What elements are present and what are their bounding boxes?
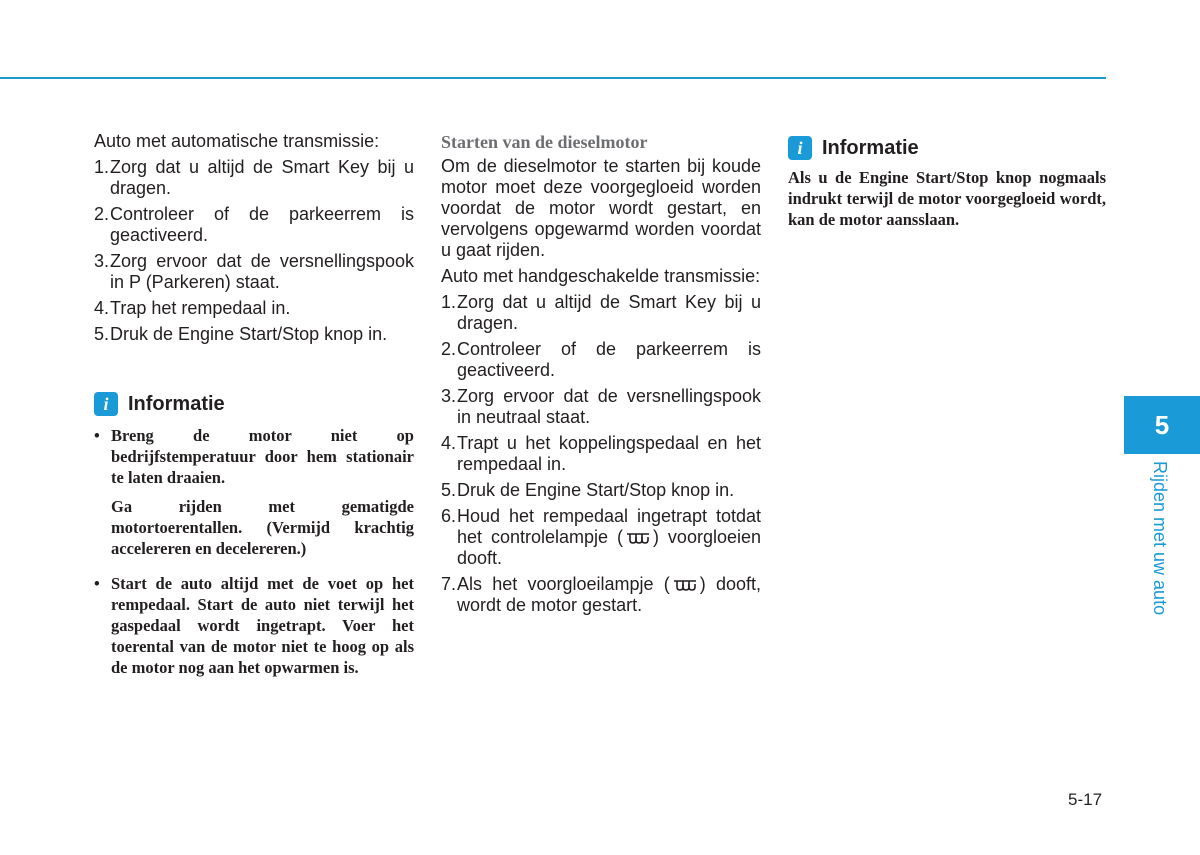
- list-item: 3. Zorg ervoor dat de versnellingspook in neutraal staat.: [441, 386, 761, 427]
- info-title: Informatie: [128, 392, 225, 415]
- section-heading: Starten van de dieselmotor: [441, 132, 648, 152]
- page-number: 5-17: [1068, 790, 1103, 809]
- bullet-text: Start de auto altijd met de voet op het rempedaal. Start de auto niet terwijl het gaspedaal wordt ingetrapt. Voer het toerental van de motor niet te hoog op als de motor nog aan het opwarmen is.: [111, 574, 414, 677]
- list-item: 4. Trap het rempedaal in.: [94, 298, 291, 318]
- list-item: 1. Zorg dat u altijd de Smart Key bij u dragen.: [441, 292, 761, 333]
- list-item: 5. Druk de Engine Start/Stop knop in.: [441, 480, 735, 500]
- manual-steps-list: [441, 292, 761, 616]
- list-item: 5. Druk de Engine Start/Stop knop in.: [94, 324, 388, 344]
- info-icon: i: [788, 136, 812, 160]
- list-item: [94, 573, 414, 686]
- top-rule: [0, 77, 1106, 79]
- info-header: [788, 135, 1106, 161]
- info-box-preheat: [788, 135, 1106, 230]
- glow-plug-icon: [672, 576, 698, 590]
- diesel-start-section: [441, 156, 761, 616]
- list-item: 7. Als het voorgloeilampje ( ) dooft, wordt de motor gestart.: [441, 574, 761, 615]
- chapter-label: Rijden met uw auto: [1150, 461, 1170, 616]
- column-left: [94, 127, 414, 692]
- list-item: [94, 425, 414, 567]
- info-box-warmup: [94, 391, 414, 686]
- column-right: [788, 135, 1106, 230]
- automatic-steps-list: [94, 157, 414, 345]
- list-item: 6. Houd het rempedaal ingetrapt totdat het controlelampje ( ) voorgloeien dooft.: [441, 506, 761, 568]
- list-item: 4. Trapt u het koppelingspedaal en het rempedaal in.: [441, 433, 761, 474]
- bullet-dot: •: [94, 574, 100, 593]
- glow-plug-icon: [625, 529, 651, 543]
- bullet-text: Ga rijden met gematigde motortoerentallen. (Vermijd krachtig accelereren en decelereren.): [111, 497, 414, 558]
- chapter-tab: 5: [1124, 396, 1200, 454]
- paragraph: Om de dieselmotor te starten bij koude motor moet deze voorgegloeid worden voordat de motor wordt gestart, en vervolgens opgewarmd worden voordat u gaat rijden.: [441, 156, 761, 260]
- info-bullet-list: [94, 425, 414, 686]
- bullet-dot: •: [94, 426, 100, 445]
- automatic-start-section: [94, 131, 414, 345]
- list-item: 2. Controleer of de parkeerrem is geactiveerd.: [441, 339, 761, 380]
- info-icon: i: [94, 392, 118, 416]
- list-item: 2. Controleer of de parkeerrem is geactiveerd.: [94, 204, 414, 245]
- paragraph: Auto met handgeschakelde transmissie:: [441, 266, 761, 286]
- info-title: Informatie: [822, 136, 919, 159]
- list-item: 3. Zorg ervoor dat de versnellingspook in P (Parkeren) staat.: [94, 251, 414, 292]
- column-middle: [441, 127, 761, 621]
- list-item: 1. Zorg dat u altijd de Smart Key bij u dragen.: [94, 157, 414, 198]
- info-header: [94, 391, 414, 417]
- info-text: Als u de Engine Start/Stop knop nogmaals indrukt terwijl de motor voorgegloeid wordt, kan de motor aansslaan.: [788, 168, 1106, 229]
- bullet-text: Breng de motor niet op bedrijfstemperatuur door hem stationair te laten draaien.: [111, 426, 414, 487]
- section-intro: Auto met automatische transmissie:: [94, 131, 380, 151]
